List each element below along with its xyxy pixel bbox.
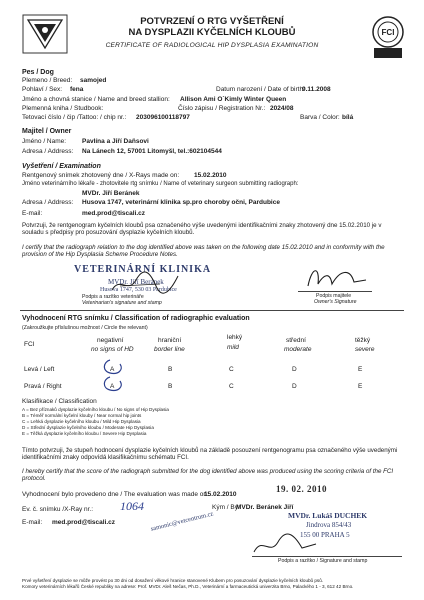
vet-sign-label: Podpis a razítko veterináře (82, 294, 144, 300)
by-label: Kým / By: (212, 504, 240, 511)
final-stamp-email: samonic@vetcentrum.cz (150, 510, 215, 533)
xray-nr-label: Ev. č. snímku /X-Ray nr.: (22, 506, 94, 513)
grade-right-b: B (168, 383, 173, 390)
footer-line1: Prvé vyšetření dysplazie se může provést po 30 dni od dosažení věkové hranice stanovené Klubem pro posuzování dysplazie kyčelních kloubů psů. (22, 578, 324, 583)
grade-right-c: C (229, 383, 234, 390)
col-negative-cz: negativní (97, 337, 124, 344)
vet-name-label: Jméno veterinárního lékaře - zhotovitele rtg snímku / Name of veterinary surgeon submitting radiograph: (22, 181, 299, 187)
dog-name-value: Allison Ami O´Kimly Winter Queen (180, 96, 287, 103)
color-label: Barva / Color: (300, 114, 340, 121)
final-stamp-name: MVDr. Lukáš DUCHEK (288, 511, 368, 520)
section-divider (20, 310, 404, 311)
sex-label: Pohlaví / Sex: (22, 86, 63, 93)
col-mild-cz: lehký (227, 334, 243, 341)
vet-stamp-name: MVDr. Jiří Beránek (108, 278, 164, 286)
vet-email-label: E-mail: (22, 210, 43, 217)
col-negative-en: no signs of HD (91, 346, 134, 353)
dob-value: 9.11.2008 (302, 86, 331, 93)
col-borderline-cz: hraniční (158, 337, 182, 344)
classification-item-c: C = Lehká dysplazie kyčelního kloubu / Mild Hip Dysplasia (22, 419, 141, 424)
col-severe-en: severe (355, 346, 375, 353)
owner-signature-icon (302, 262, 372, 292)
grade-left-a: A (110, 366, 115, 373)
registration-label: Číslo zápisu / Registration Nr.: (178, 105, 266, 112)
owner-name-label: Jméno / Name: (22, 138, 67, 145)
grade-right-a: A (110, 383, 115, 390)
grade-right-d: D (292, 383, 297, 390)
fci-logo-text: FCI (381, 28, 395, 37)
col-borderline-en: border line (154, 346, 185, 353)
circled-right-grade-icon (100, 375, 126, 393)
grade-left-e: E (358, 366, 363, 373)
dob-label: Datum narození / Date of birth: (216, 86, 305, 93)
final-sign-line (252, 556, 402, 557)
subtitle: CERTIFICATE OF RADIOLOGICAL HIP DYSPLASIA EXAMINATION (105, 42, 319, 49)
title-line1: POTVRZENÍ O RTG VYŠETŘENÍ (140, 16, 284, 27)
xray-nr-value: 1064 (120, 499, 144, 513)
eval-date-value: 15.02.2010 (204, 491, 237, 498)
vet-address-value: Husova 1747, veterinární klinika sp.pro choroby očni, Pardubice (82, 199, 280, 206)
owner-sign-label: Podpis majitele (316, 293, 352, 299)
owner-sign-line (298, 291, 372, 292)
studbook-label: Plemenná kniha / Studbook: (22, 105, 104, 112)
final-cz-statement: Tímto potvrzuji, že stupeň hodnocení dysplazie kyčelních kloubů na základě posouzení rentgenogramu psa označeného výše uvedenými identifikačními znaky odpovídá klasifikačnímu schématu FCI. (22, 447, 398, 462)
registration-value: 2024/08 (270, 105, 294, 112)
col-mild-en: mild (227, 344, 239, 351)
vet-sign-label-en: Veterinarian's signature and stamp (82, 300, 162, 306)
sex-value: fena (70, 86, 84, 93)
owner-section-title: Majitel / Owner (22, 128, 72, 135)
owner-address-value: Na Lánech 12, 57001 Litomyšl, tel.:602104544 (82, 148, 222, 155)
classification-item-a: A = Bez příznaků dysplazie kyčelního kloubu / No signs of Hip Dysplasia (22, 407, 169, 412)
col-severe-cz: těžký (355, 337, 371, 344)
breed-value: samojed (80, 77, 107, 84)
footer-line2: Komory veterinárních lékařů České republiky na adrese: Prof. MVDr. Aleš Nečas, Ph.D., Veterinární a farmaceutická univerzita Brno, Palackého 1 - 3, 612 42 Brno. (22, 584, 354, 589)
row-left-label: Levá / Left (24, 366, 55, 373)
final-sign-label: Podpis a razítko / Signature and stamp (278, 558, 368, 564)
col-moderate-en: moderate (284, 346, 312, 353)
dog-name-label: Jméno a chovná stanice / Name and breed stallion: (22, 96, 170, 103)
vet-address-label: Adresa / Address: (22, 199, 74, 206)
evaluation-note: (Zakroužkujte příslušnou možnost / Circle the relevant) (22, 325, 148, 331)
row-right-label: Pravá / Right (24, 383, 62, 390)
final-email-value: med.prod@tiscali.cz (52, 519, 116, 526)
vet-stamp-address: Husova 1747, 530 03 Pardubice (100, 287, 177, 293)
dog-section-title: Pes / Dog (22, 69, 54, 76)
fci-label: FCI (24, 341, 35, 348)
classification-title: Klasifikace / Classification (22, 398, 97, 405)
vet-stamp-title: VETERINÁRNÍ KLINIKA (74, 264, 212, 275)
grade-left-c: C (229, 366, 234, 373)
xray-date-value: 15.02.2010 (194, 172, 227, 179)
vet-email-value: med.prod@tiscali.cz (82, 210, 146, 217)
owner-address-label: Adresa / Address: (22, 148, 74, 155)
eval-date-stamp: 19. 02. 2010 (276, 484, 327, 494)
grade-left-d: D (292, 366, 297, 373)
final-en-statement: I hereby certify that the score of the radiograph submitted for the dog identified above was produced using the scoring criteria of the FCI protocol. (22, 468, 394, 483)
evaluation-section-title: Vyhodnocení RTG snímku / Classification of radiographic evaluation (22, 315, 250, 322)
color-value: bílá (342, 114, 354, 121)
owner-name-value: Pavlína a Jiří Daňsovi (82, 138, 149, 145)
title-line2: NA DYSPLAZII KYČELNÍCH KLOUBŮ (128, 27, 296, 38)
grade-left-b: B (168, 366, 173, 373)
grade-right-e: E (358, 383, 363, 390)
owner-sign-label-en: Owner's Signature (314, 299, 357, 305)
circled-left-grade-icon (100, 358, 126, 376)
en-confirmation-text: I certify that the radiograph relation to the dog identified above was taken on the following date 15.02.2010 and in conformity with the provision of the Hip Dysplasia Scheme Procedure Notes. (22, 244, 385, 259)
final-stamp-address1: Jindrova 854/43 (306, 521, 352, 529)
vet-name-value: MVDr. Jiří Beránek (82, 190, 140, 197)
tattoo-label: Tetovací číslo / čip /Tattoo: / chip nr.: (22, 114, 127, 121)
exam-section-title: Vyšetření / Examination (22, 163, 101, 170)
classification-item-b: B = Téměř normální kyčelní klouby / Near normal hip joints (22, 413, 142, 418)
classification-item-e: E = Těžká dysplazie kyčelního kloubu / Severe Hip Dysplasia (22, 431, 147, 436)
breed-label: Plemeno / Breed: (22, 77, 73, 84)
tattoo-value: 203096100118797 (136, 114, 190, 121)
classification-item-d: D = Střední dysplazie kyčelního kloubu / Moderate Hip Dysplasia (22, 425, 154, 430)
by-value: MVDr. Beránek Jiří (236, 504, 294, 511)
eval-date-label: Vyhodnocení bylo provedeno dne / The evaluation was made on: (22, 491, 209, 498)
xray-date-label: Rentgenový snímek zhotovený dne / X-Rays made on: (22, 172, 180, 179)
cz-confirmation-text: Potvrzuji, že rentgenogram kyčelních kloubů psa označeného výše uvedenými identifikačními znaky zhotovený dne 15.02.2010 je v souladu s předpisy pro posuzování dysplazie kyčelních kloubů. (22, 222, 382, 237)
final-stamp-address2: 155 00 PRAHA 5 (300, 531, 350, 539)
final-email-label: E-mail: (22, 519, 43, 526)
col-moderate-cz: střední (286, 337, 306, 344)
